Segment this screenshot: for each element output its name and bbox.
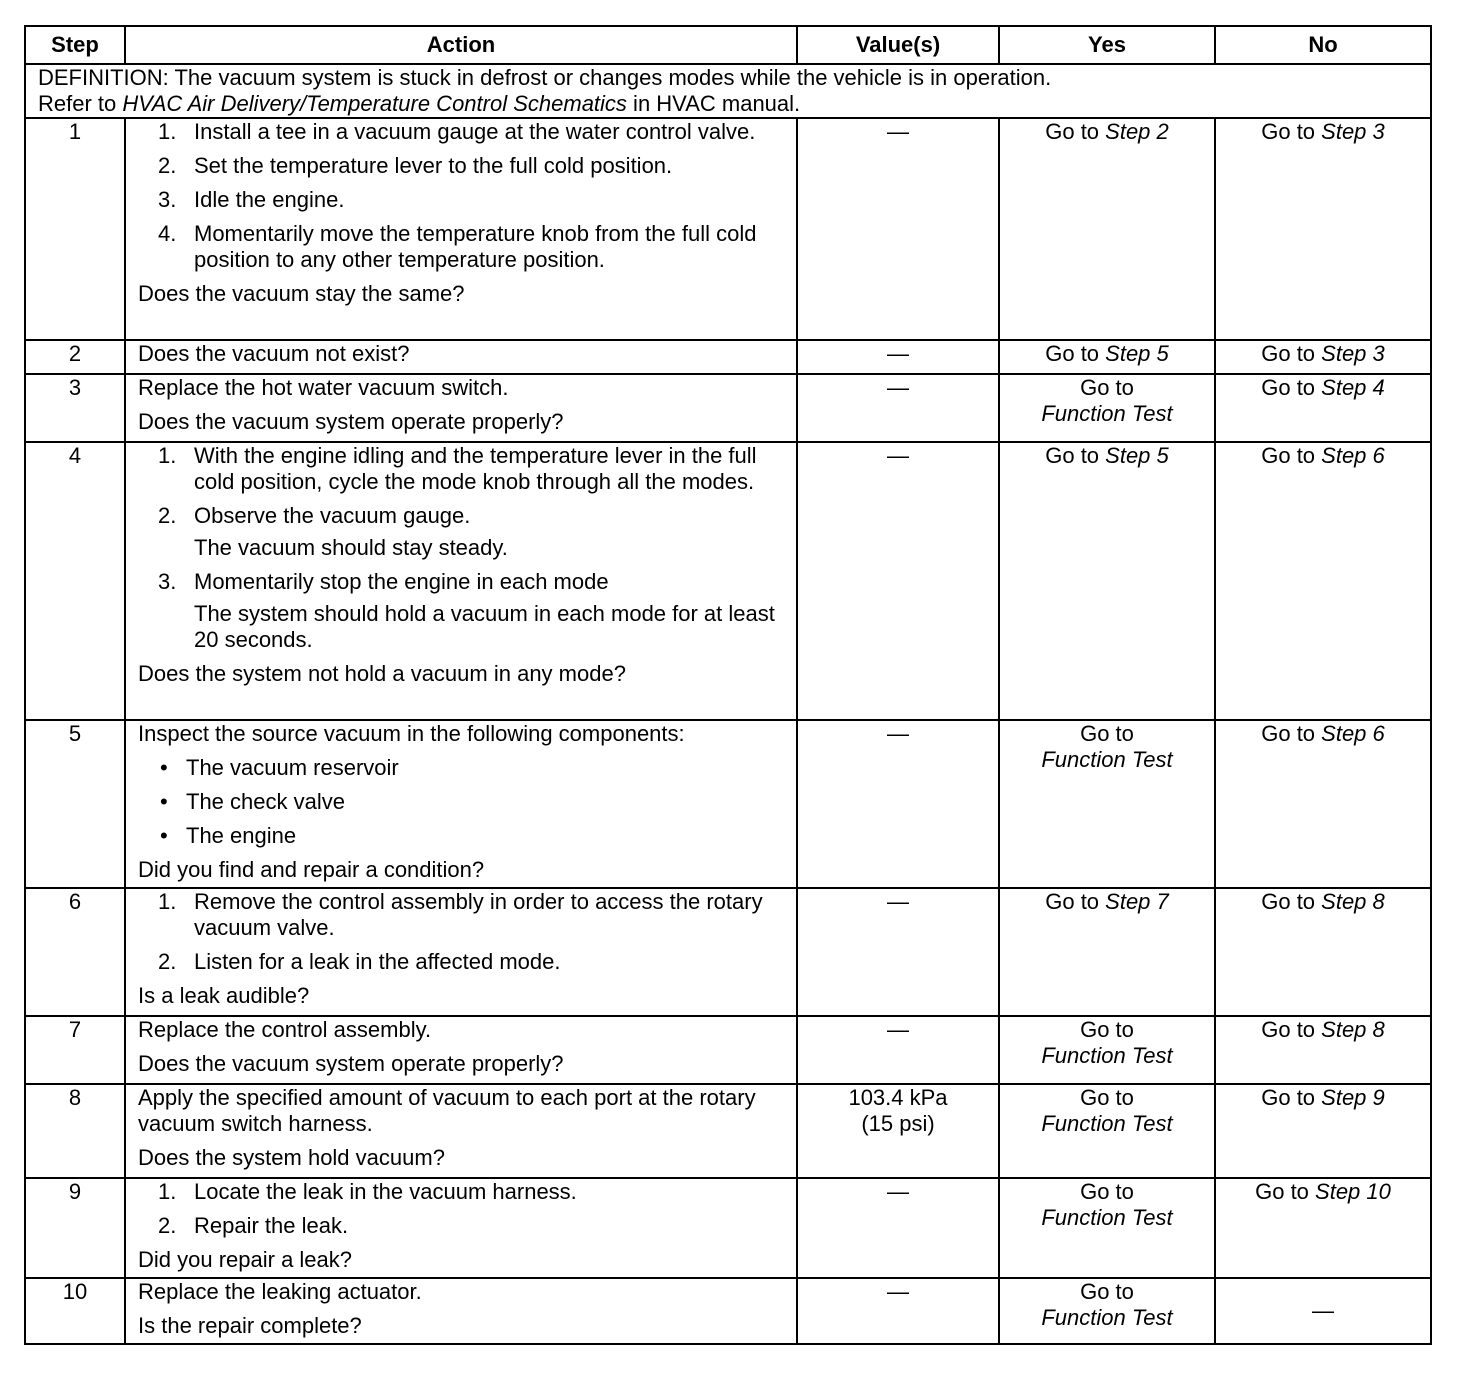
action-text: Inspect the source vacuum in the following components: [138, 721, 685, 746]
table-row [25, 1178, 1431, 1278]
question: Did you find and repair a condition? [138, 857, 485, 882]
function-test-link: Function Test [1041, 1205, 1173, 1230]
yes-cell: Go to Step 5 [999, 442, 1215, 720]
action-cell [125, 1016, 797, 1084]
value-cell [797, 1084, 999, 1178]
no-cell: Go to Step 10 [1215, 1178, 1431, 1278]
question: Did you repair a leak? [138, 1247, 353, 1272]
step-link: Step 8 [1321, 1017, 1385, 1042]
table-row [25, 118, 1431, 340]
step-link: Step 2 [1105, 119, 1169, 144]
action-cell [125, 1084, 797, 1178]
list-item: 4. Momentarily move the temperature knob from the full cold position to any other temperature position. [158, 221, 757, 272]
step-link: Step 7 [1105, 889, 1169, 914]
sub-note: The system should hold a vacuum in each mode for at least 20 seconds. [194, 601, 775, 652]
definition-line1: DEFINITION: The vacuum system is stuck in defrost or changes modes while the vehicle is in operation. [38, 65, 1052, 90]
no-cell: Go to Step 8 [1215, 888, 1431, 1016]
list-item: 3. Momentarily stop the engine in each mode [158, 569, 609, 594]
header-yes: Yes [999, 26, 1215, 64]
step-number: 4 [25, 442, 125, 720]
value-cell: — [797, 118, 999, 340]
list-item: 1. Locate the leak in the vacuum harness. [158, 1179, 577, 1204]
diagnostic-table [24, 25, 1432, 1345]
list-item: 2. Observe the vacuum gauge. [158, 503, 471, 528]
step-link: Step 6 [1321, 721, 1385, 746]
list-item: 2. Repair the leak. [158, 1213, 349, 1238]
yes-cell: Go to Function Test [999, 1278, 1215, 1344]
yes-cell: Go to Function Test [999, 1178, 1215, 1278]
step-link: Step 5 [1105, 443, 1169, 468]
step-link: Step 5 [1105, 341, 1169, 366]
no-cell: Go to Step 6 [1215, 720, 1431, 888]
yes-cell: Go to Function Test [999, 720, 1215, 888]
table-row [25, 1084, 1431, 1178]
header-step: Step [25, 26, 125, 64]
schematics-reference: HVAC Air Delivery/Temperature Control Schematics [122, 91, 627, 116]
table-row [25, 340, 1431, 374]
sub-note: The vacuum should stay steady. [194, 535, 508, 560]
list-item: 3. Idle the engine. [158, 187, 345, 212]
step-number: 8 [25, 1084, 125, 1178]
table-row [25, 442, 1431, 720]
list-item: 2. Listen for a leak in the affected mode. [158, 949, 561, 974]
list-item: • The check valve [160, 789, 345, 814]
value-cell: — [797, 1016, 999, 1084]
action-cell [125, 1278, 797, 1344]
list-item: • The engine [160, 823, 297, 848]
header-row [25, 26, 1431, 64]
no-cell: Go to Step 3 [1215, 340, 1431, 374]
step-number: 9 [25, 1178, 125, 1278]
list-item: 1. Remove the control assembly in order to access the rotary vacuum valve. [158, 889, 763, 940]
function-test-link: Function Test [1041, 401, 1173, 426]
step-number: 5 [25, 720, 125, 888]
question: Is a leak audible? [138, 983, 310, 1008]
header-action: Action [125, 26, 797, 64]
value-kpa: 103.4 kPa [848, 1085, 948, 1110]
yes-cell: Go to Step 2 [999, 118, 1215, 340]
function-test-link: Function Test [1041, 1111, 1173, 1136]
step-link: Step 3 [1321, 119, 1385, 144]
value-cell: — [797, 340, 999, 374]
table-row [25, 720, 1431, 888]
value-cell: — [797, 442, 999, 720]
value-cell: — [797, 720, 999, 888]
action-text: Replace the hot water vacuum switch. [138, 375, 509, 400]
table-row [25, 888, 1431, 1016]
value-psi: (15 psi) [861, 1111, 935, 1136]
list-item: 2. Set the temperature lever to the full cold position. [158, 153, 673, 178]
value-cell: — [797, 1178, 999, 1278]
yes-cell: Go to Function Test [999, 1084, 1215, 1178]
question: Does the system hold vacuum? [138, 1145, 445, 1170]
action-cell [125, 374, 797, 442]
step-number: 3 [25, 374, 125, 442]
action-cell [125, 1178, 797, 1278]
yes-cell: Go to Step 7 [999, 888, 1215, 1016]
step-number: 1 [25, 118, 125, 340]
value-cell: — [797, 1278, 999, 1344]
action-cell [125, 888, 797, 1016]
step-link: Step 6 [1321, 443, 1385, 468]
function-test-link: Function Test [1041, 747, 1173, 772]
no-cell: Go to Step 8 [1215, 1016, 1431, 1084]
list-item: 1. Install a tee in a vacuum gauge at the water control valve. [158, 119, 756, 144]
question: Does the vacuum not exist? [138, 341, 410, 366]
action-cell [125, 442, 797, 720]
action-cell [125, 340, 797, 374]
step-link: Step 10 [1315, 1179, 1391, 1204]
action-cell [125, 720, 797, 888]
action-text: Replace the control assembly. [138, 1017, 432, 1042]
no-cell: Go to Step 3 [1215, 118, 1431, 340]
value-cell: — [797, 374, 999, 442]
function-test-link: Function Test [1041, 1305, 1173, 1330]
action-text: Apply the specified amount of vacuum to each port at the rotary vacuum switch harness. [138, 1085, 756, 1136]
definition-row [25, 64, 1431, 118]
step-link: Step 9 [1321, 1085, 1385, 1110]
no-cell: Go to Step 6 [1215, 442, 1431, 720]
question: Does the system not hold a vacuum in any mode? [138, 661, 626, 686]
yes-cell: Go to Function Test [999, 1016, 1215, 1084]
no-cell: Go to Step 9 [1215, 1084, 1431, 1178]
table-row [25, 374, 1431, 442]
action-text: Replace the leaking actuator. [138, 1279, 422, 1304]
step-number: 10 [25, 1278, 125, 1344]
question: Does the vacuum system operate properly? [138, 409, 564, 434]
definition [25, 64, 1431, 118]
no-cell: — [1215, 1278, 1431, 1344]
table-row [25, 1016, 1431, 1084]
value-cell: — [797, 888, 999, 1016]
list-item: • The vacuum reservoir [160, 755, 399, 780]
step-link: Step 4 [1321, 375, 1385, 400]
header-no: No [1215, 26, 1431, 64]
question: Is the repair complete? [138, 1313, 362, 1338]
step-number: 6 [25, 888, 125, 1016]
step-number: 7 [25, 1016, 125, 1084]
yes-cell: Go to Step 5 [999, 340, 1215, 374]
step-number: 2 [25, 340, 125, 374]
question: Does the vacuum stay the same? [138, 281, 465, 306]
list-item: 1. With the engine idling and the temperature lever in the full cold position, cycle the mode knob through all the modes. [158, 443, 757, 494]
table-row [25, 1278, 1431, 1344]
definition-line2 [38, 91, 1418, 117]
header-value: Value(s) [797, 26, 999, 64]
definition-suffix: in HVAC manual. [626, 91, 801, 116]
definition-prefix: Refer to [38, 91, 123, 116]
function-test-link: Function Test [1041, 1043, 1173, 1068]
action-cell [125, 118, 797, 340]
yes-cell: Go to Function Test [999, 374, 1215, 442]
question: Does the vacuum system operate properly? [138, 1051, 564, 1076]
step-link: Step 3 [1321, 341, 1385, 366]
no-cell: Go to Step 4 [1215, 374, 1431, 442]
step-link: Step 8 [1321, 889, 1385, 914]
